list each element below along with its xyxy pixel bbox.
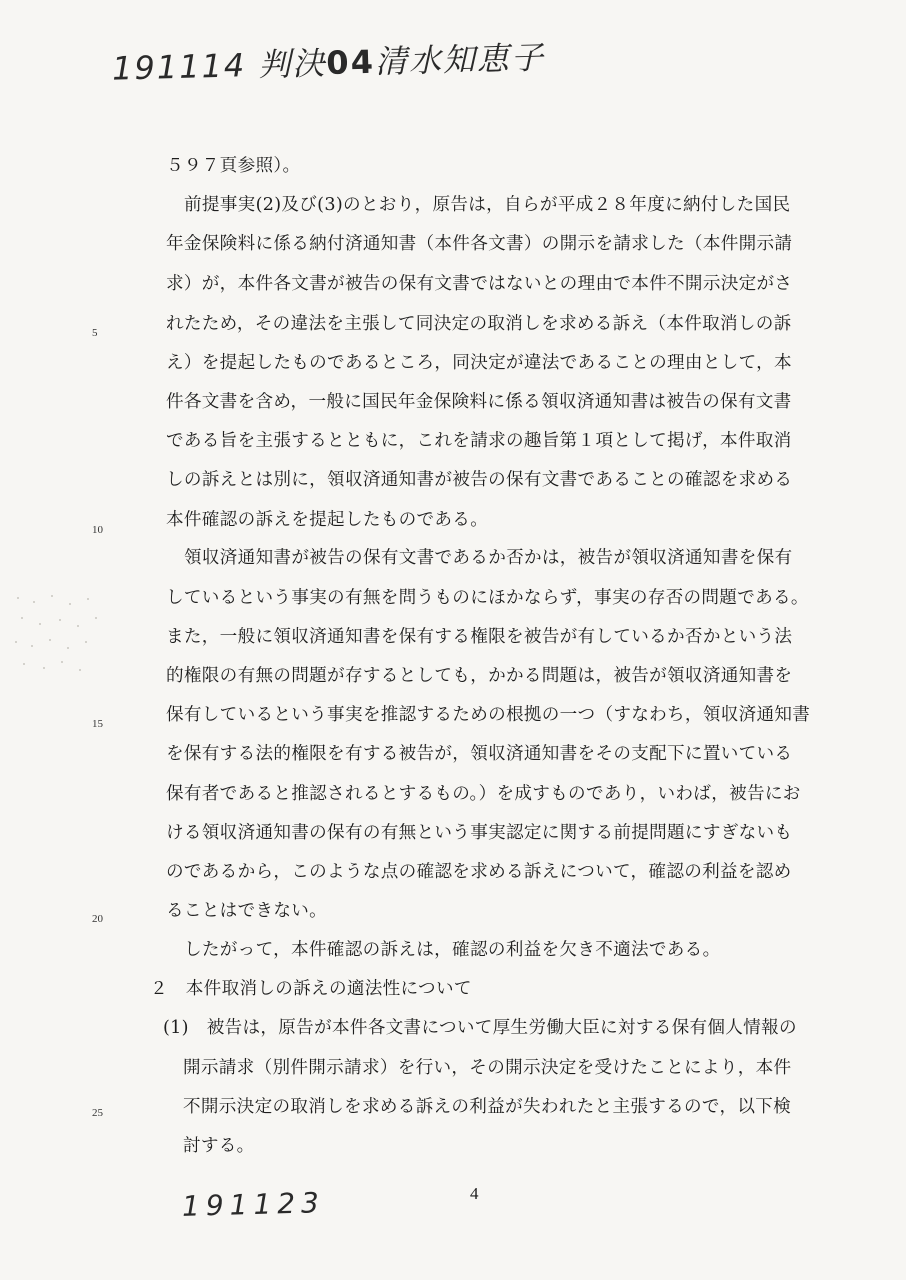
line-number: 5	[92, 327, 98, 339]
text-line: 本件確認の訴えを提起したものである。	[166, 510, 489, 530]
text-line: 不開示決定の取消しを求める訴えの利益が失われたと主張するので，以下検	[183, 1097, 792, 1117]
text-line: 前提事実(2)及び(3)のとおり，原告は，自らが平成２８年度に納付した国民	[184, 195, 791, 215]
handwritten-case-note	[111, 32, 545, 89]
handwritten-date-label: 191114 判決	[111, 44, 327, 88]
text-line: 保有者であると推認されるとするもの。）を成すものであり，いわば，被告にお	[166, 784, 801, 804]
line-number: 10	[92, 524, 103, 536]
section-heading: ２ 本件取消しの訴えの適法性について	[150, 979, 472, 999]
text-line: である旨を主張するとともに，これを請求の趣旨第１項として掲げ，本件取消	[166, 431, 792, 451]
line-number: 25	[92, 1107, 103, 1119]
text-line: しの訴えとは別に，領収済通知書が被告の保有文書であることの確認を求める	[166, 470, 793, 490]
line-number: 15	[92, 718, 103, 730]
text-line: 討する。	[183, 1136, 255, 1156]
handwritten-name: 清水知恵子	[374, 38, 546, 81]
text-line: 求）が，本件各文書が被告の保有文書ではないとの理由で本件不開示決定がさ	[166, 274, 793, 294]
text-line: を保有する法的権限を有する被告が，領収済通知書をその支配下に置いている	[166, 744, 793, 764]
text-line: れたため，その違法を主張して同決定の取消しを求める訴え（本件取消しの訴	[166, 314, 792, 334]
text-line: 領収済通知書が被告の保有文書であるか否かは，被告が領収済通知書を保有	[184, 548, 793, 568]
text-line: 年金保険料に係る納付済通知書（本件各文書）の開示を請求した（本件開示請	[166, 234, 793, 254]
text-line: したがって，本件確認の訴えは，確認の利益を欠き不適法である。	[184, 940, 721, 960]
page-number: 4	[470, 1184, 479, 1203]
text-line: 開示請求（別件開示請求）を行い，その開示決定を受けたことにより，本件	[183, 1058, 792, 1078]
text-line: ける領収済通知書の保有の有無という事実認定に関する前提問題にすぎないも	[166, 823, 793, 843]
scan-speckle-dots	[8, 590, 108, 680]
text-line: また，一般に領収済通知書を保有する権限を被告が有しているか否かという法	[166, 627, 793, 647]
text-line: しているという事実の有無を問うものにほかならず，事実の存否の問題である。	[166, 588, 809, 608]
text-line: ることはできない。	[166, 901, 328, 921]
text-line: 件各文書を含め，一般に国民年金保険料に係る領収済通知書は被告の保有文書	[166, 392, 792, 412]
text-line: 的権限の有無の問題が存するとしても，かかる問題は，被告が領収済通知書を	[166, 666, 793, 686]
line-number: 20	[92, 913, 103, 925]
text-line: ５９７頁参照）。	[166, 156, 301, 176]
text-line: のであるから，このような点の確認を求める訴えについて，確認の利益を認め	[166, 862, 792, 882]
text-line: え）を提起したものであるところ，同決定が違法であることの理由として，本	[166, 353, 792, 373]
handwritten-date: 191123	[181, 1186, 326, 1223]
text-line: 保有しているという事実を推認するための根拠の一つ（すなわち，領収済通知書	[166, 705, 811, 725]
handwritten-number: 04	[325, 42, 376, 83]
subsection-line: (1) 被告は，原告が本件各文書について厚生労働大臣に対する保有個人情報の	[163, 1018, 797, 1038]
